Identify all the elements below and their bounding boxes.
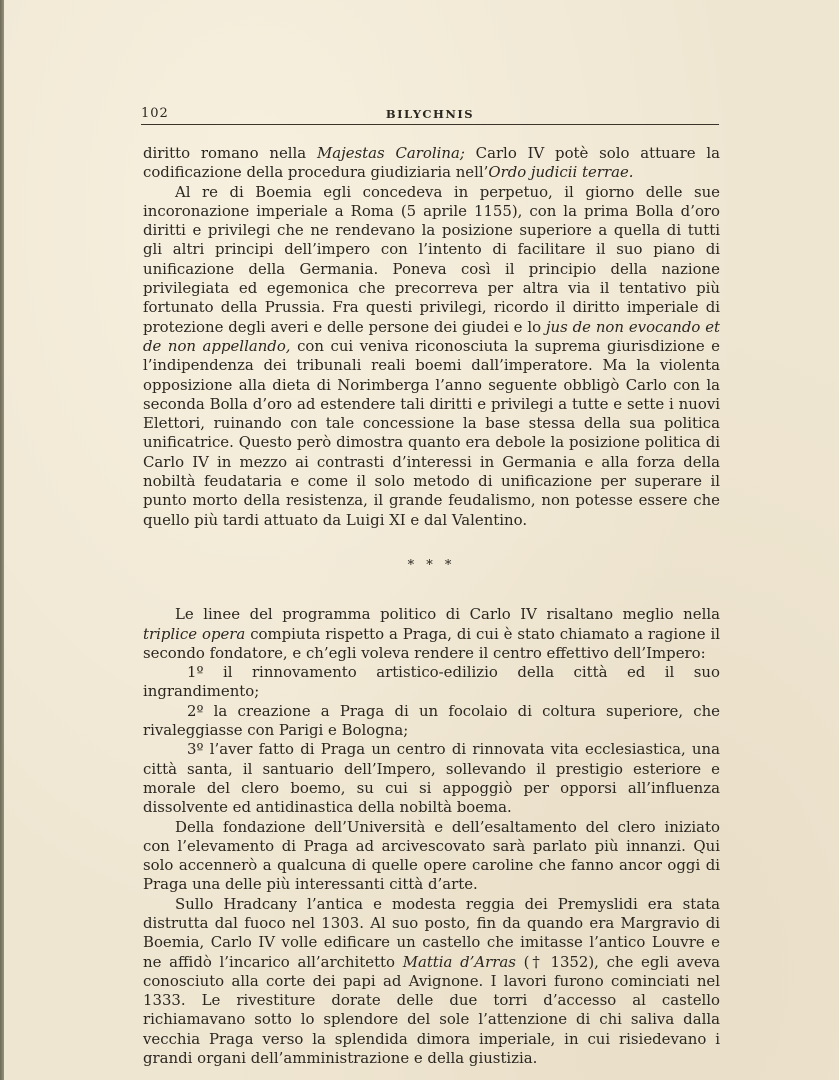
text-run: († 1352), che egli aveva conosciuto alla corte dei papi ad Avignone. I lavori furono cominciati nel 1333. Le rivestiture dorate delle due torri d’accesso al castello richiamavano sotto lo splendore del sole l’attenzione di chi saliva dalla vecchia Praga verso la splendida dimora imperiale, in cui risiedevano i grandi organi dell’amministrazione e della giustizia. [143, 952, 720, 1068]
italic-run: Ordo judicii terrae. [488, 163, 634, 182]
running-head: BILYCHNIS [385, 107, 475, 121]
text-run: compiuta rispetto a Praga, di cui è stato chiamato a ragione il secondo fondatore, e ch’egli voleva rendere il centro effettivo dell’Impero: [143, 624, 720, 662]
page-number: 102 [141, 106, 169, 121]
paragraph [143, 144, 720, 183]
paragraph [143, 895, 720, 1069]
text-run: 3º l’aver fatto di Praga un centro di rinnovata vita ecclesiastica, una città santa, il santuario dell’Impero, sollevando il prestigio esteriore e morale del clero boemo, su cui si appoggiò per opporsi all’influenza dissolvente ed antidinastica della nobiltà boema. [143, 740, 720, 817]
text-run: Al re di Boemia egli concedeva in perpetuo, il giorno delle sue incoronazione imperiale a Roma (5 aprile 1155), con la prima Bolla d’oro diritti e privilegi che ne rendevano la posizione superiore a quella di tutti gli altri principi dell’impero con l’intento di facilitare il suo piano di unificazione della Germania. Poneva così il principio della nazione privilegiata ed egemonica che precorreva per altra via il tentativo più fortunato della Prussia. Fra questi privilegi, ricordo il diritto imperiale di protezione degli averi e delle persone dei giudei e lo [143, 182, 720, 336]
italic-run: triplice opera [143, 624, 246, 643]
section-break: * * * [407, 557, 456, 573]
list-item [143, 663, 720, 702]
page-header [141, 106, 719, 126]
paragraph [143, 183, 720, 530]
text-run: Carlo IV potè solo attuare la codificazione della procedura giudiziaria nell’ [143, 144, 720, 182]
text-run: Della fondazione dell’Università e dell’esaltamento del clero iniziato con l’elevamento di Praga ad arcivescovato sarà parlato più innanzi. Qui solo accennerò a qualcuna di quelle opere caroline che fanno ancor oggi di Praga una delle più interessanti città d’arte. [143, 817, 720, 894]
text-run: 1º il rinnovamento artistico-edilizio della città ed il suo ingrandimento; [143, 663, 720, 701]
text-run: diritto romano nella [143, 144, 317, 162]
paragraph [143, 605, 720, 663]
text-run: Le linee del programma politico di Carlo IV risaltano meglio nella [175, 605, 720, 624]
italic-run: Mattia d’Arras [402, 952, 516, 971]
list-item [143, 740, 720, 817]
italic-run: Majestas Carolina; [316, 144, 465, 162]
header-rule [141, 124, 719, 125]
italic-run: jus de non evocando et de non appellando, [143, 317, 720, 355]
list-item [143, 702, 720, 741]
paragraph [143, 818, 720, 895]
text-run: con cui veniva riconosciuta la suprema giurisdizione e l’indipendenza dei tribunali reali boemi dall’imperatore. Ma la violenta opposizione alla dieta di Norimberga l’anno seguente obbligò Carlo con la seconda Bolla d’oro ad estendere tali diritti e privilegi a tutte e sette i nuovi Elettori, ruinando con tale concessione la base stessa della sua politica unificatrice. Questo però dimostra quanto era debole la posizione politica di Carlo IV in mezzo ai contrasti d’interessi in Germania e alla forza della nobiltà feudataria e come il solo metodo di unificazione per superare il punto morto della resistenza, il grande feudalismo, non potesse essere che quello più tardi attuato da Luigi XI e dal Valentino. [143, 336, 720, 529]
text-run: Sullo Hradcany l’antica e modesta reggia dei Premyslidi era stata distrutta dal fuoco nel 1303. Al suo posto, fin da quando era Margravio di Boemia, Carlo IV volle edificare un castello che imitasse l’antico Louvre e ne affidò l’incarico all’architetto [143, 894, 720, 971]
body-text [143, 144, 720, 1068]
text-run: 2º la creazione a Praga di un focolaio di coltura superiore, che rivaleggiasse con Parigi e Bologna; [143, 701, 720, 740]
